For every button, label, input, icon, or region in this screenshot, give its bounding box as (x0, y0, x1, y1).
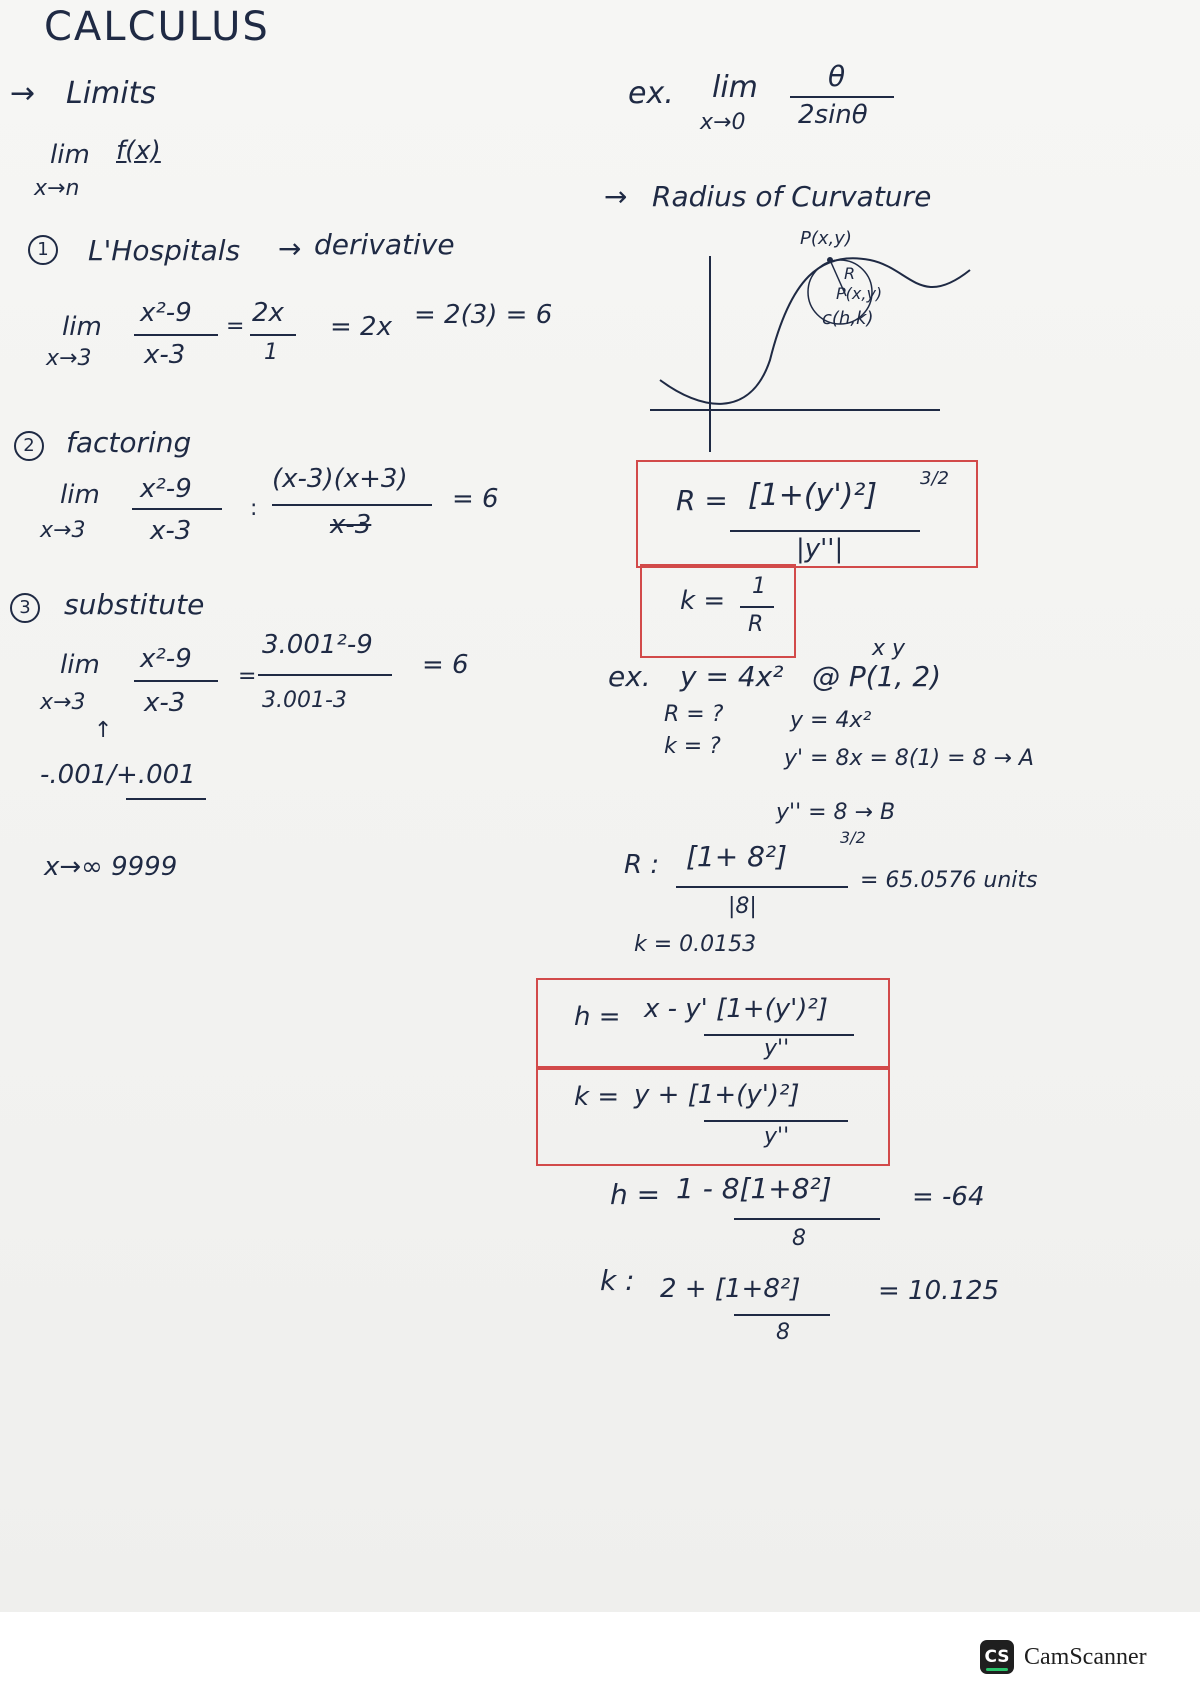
equals-sign: = (226, 314, 245, 339)
up-arrow-icon: ↑ (94, 718, 113, 743)
fraction-bar (134, 680, 218, 682)
fraction-bar (740, 606, 774, 608)
ex2-factored-numerator: (x-3)(x+3) (272, 464, 408, 494)
ex3-sub-denominator: 3.001-3 (262, 688, 347, 713)
formula-R-lhs: R = (676, 484, 728, 517)
curvature-graph (640, 220, 980, 460)
page-title: CALCULUS (44, 4, 270, 50)
graph-radius-label: R (844, 264, 856, 283)
formula-R-numerator: [1+(y')²] (748, 478, 878, 513)
ex2-at-point: @ P(1, 2) (812, 660, 942, 693)
formula-k-lhs: k = (680, 586, 726, 616)
formula-h-lhs: h = (574, 1002, 621, 1032)
h-calc-lhs: h = (610, 1178, 661, 1211)
ex1-denominator2: 1 (264, 340, 278, 365)
formula-h-numerator: x - y' [1+(y')²] (644, 994, 828, 1024)
ex2-R-result: = 65.0576 units (860, 868, 1038, 893)
ex1-numerator: x²-9 (140, 298, 192, 328)
ex2-R-numerator: [1+ 8²] (686, 840, 788, 873)
fraction-bar (676, 886, 848, 888)
ex3-result: = 6 (422, 650, 469, 680)
formula-k2-denominator: y'' (764, 1124, 790, 1149)
ex2-denominator: x-3 (150, 516, 192, 546)
fraction-bar (134, 334, 218, 336)
method3-name: substitute (64, 588, 205, 621)
ex1-step3: = 2x (330, 312, 392, 342)
camscanner-logo-icon: CS (980, 1640, 1014, 1674)
ex-top-denominator: 2sinθ (798, 100, 868, 130)
limits-heading: Limits (66, 76, 156, 111)
fraction-bar (790, 96, 894, 98)
graph-center-label: c(h,k) (822, 308, 874, 329)
ex3-sub-numerator: 3.001²-9 (262, 630, 373, 660)
ex2-R-denominator: |8| (728, 894, 757, 919)
ex2-result: = 6 (452, 484, 499, 514)
ex1-step4: = 2(3) = 6 (414, 300, 553, 330)
formula-k2-numerator: y + [1+(y')²] (634, 1080, 800, 1110)
ex3-approach: x→3 (40, 690, 86, 715)
fraction-bar (250, 334, 296, 336)
lim-def-func: f(x) (116, 136, 161, 166)
formula-R-denominator: |y''| (796, 534, 844, 564)
method3-number: 3 (10, 590, 40, 623)
infinity-note: x→∞ 9999 (44, 852, 178, 882)
ex3-approach-values: -.001/+.001 (40, 760, 196, 790)
ex2-approach: x→3 (40, 518, 86, 543)
ex2-numerator: x²-9 (140, 474, 192, 504)
arrow-icon: → (278, 232, 302, 265)
fraction-bar (730, 530, 920, 532)
arrow-icon: → (10, 76, 36, 111)
ex3-denominator: x-3 (144, 688, 186, 718)
fraction-bar (734, 1314, 830, 1316)
fraction-bar (272, 504, 432, 506)
ex2-k-question: k = ? (664, 734, 721, 759)
curve (660, 258, 970, 404)
ex2-lim: lim (60, 480, 100, 510)
ex2-y-equation: y = 4x² (790, 708, 872, 733)
underline-arrow (126, 798, 206, 800)
method1-name: L'Hospitals (88, 234, 241, 267)
fraction-bar (734, 1218, 880, 1220)
graph-point2-label: P(x,y) (836, 284, 883, 303)
ex3-numerator: x²-9 (140, 644, 192, 674)
fraction-bar (704, 1120, 848, 1122)
method1-label: derivative (314, 228, 455, 261)
ex1-lim: lim (62, 312, 102, 342)
ex2-second-derivative: y'' = 8 → B (776, 800, 896, 825)
ex2-r-question: R = ? (664, 702, 724, 727)
equals-sign: : (250, 496, 258, 521)
method1-number: 1 (28, 232, 58, 265)
formula-k-denominator: R (748, 612, 764, 637)
radius-heading: Radius of Curvature (652, 180, 932, 213)
ex2-equation: y = 4x² (680, 660, 784, 693)
ex1-denominator: x-3 (144, 340, 186, 370)
ex-top-approach: x→0 (700, 110, 746, 135)
formula-R-exponent: 3/2 (920, 468, 949, 489)
k-calc-denominator: 8 (776, 1320, 790, 1345)
ex2-prefix: ex. (608, 660, 651, 693)
formula-k2-lhs: k = (574, 1082, 620, 1112)
ex2-first-derivative: y' = 8x = 8(1) = 8 → A (784, 746, 1034, 771)
h-calc-denominator: 8 (792, 1226, 806, 1251)
fraction-bar (258, 674, 392, 676)
formula-k-numerator: 1 (752, 574, 766, 599)
ex2-R-exponent: 3/2 (840, 828, 866, 847)
ex2-k-result: k = 0.0153 (634, 932, 757, 957)
ex-top-prefix: ex. (628, 76, 674, 111)
k-calc-lhs: k : (600, 1264, 635, 1297)
camscanner-watermark: CamScanner (1024, 1644, 1147, 1670)
h-calc-result: = -64 (912, 1182, 985, 1212)
ex1-numerator2: 2x (252, 298, 284, 328)
ex-top-numerator: θ (828, 60, 846, 93)
lim-def-approach: x→n (34, 176, 80, 201)
ex2-R-lhs: R : (624, 850, 660, 880)
formula-h-denominator: y'' (764, 1036, 790, 1061)
h-calc-numerator: 1 - 8[1+8²] (676, 1172, 832, 1205)
ex2-factored-denominator: x-3 (330, 510, 372, 540)
k-calc-result: = 10.125 (878, 1276, 1000, 1306)
method2-number: 2 (14, 428, 44, 461)
graph-point-label: P(x,y) (800, 228, 852, 249)
fraction-bar (132, 508, 222, 510)
ex3-lim: lim (60, 650, 100, 680)
xy-labels: x y (872, 636, 906, 661)
lim-def-lim: lim (50, 140, 90, 170)
ex-top-lim: lim (712, 70, 758, 105)
ex1-approach: x→3 (46, 346, 92, 371)
equals-sign: = (238, 664, 257, 689)
k-calc-numerator: 2 + [1+8²] (660, 1274, 801, 1304)
method2-name: factoring (66, 426, 192, 459)
arrow-icon: → (604, 180, 628, 213)
point-dot (827, 257, 833, 263)
